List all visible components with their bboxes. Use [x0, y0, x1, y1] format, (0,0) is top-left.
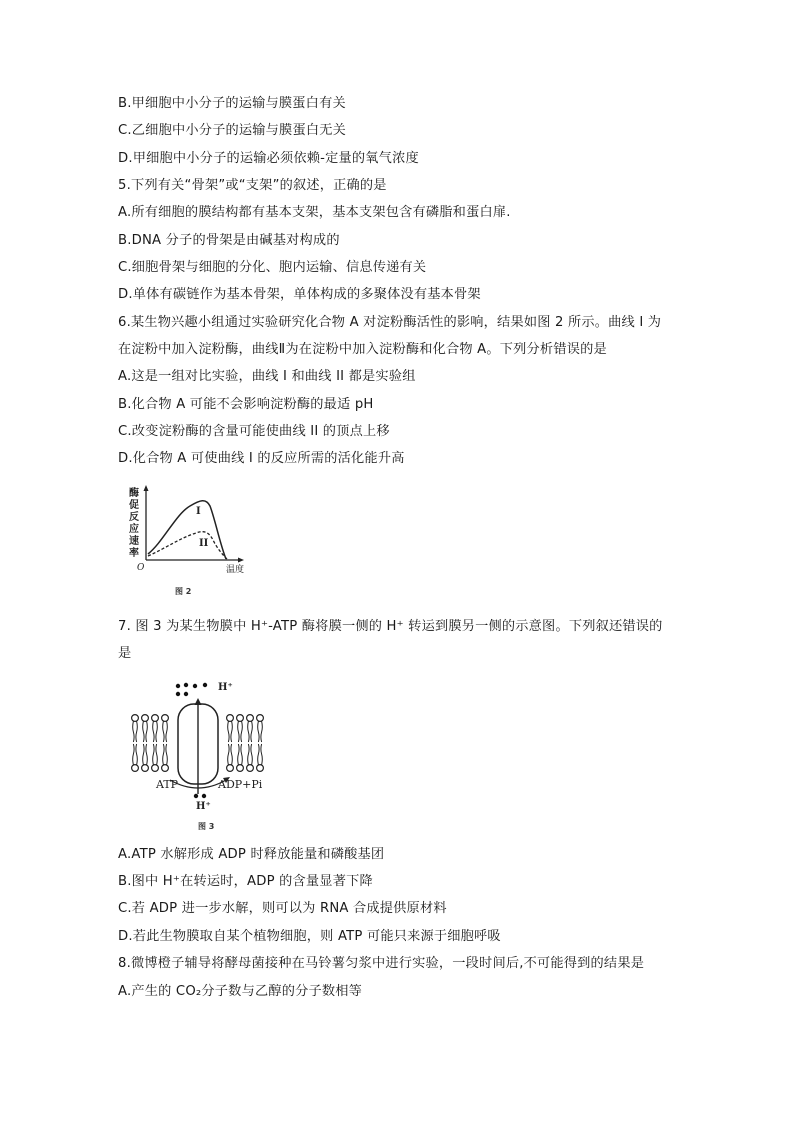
q5-option-c: C.细胞骨架与细胞的分化、胞内运输、信息传递有关 [118, 260, 427, 275]
figure-3 [118, 676, 278, 836]
q5-option-d: D.单体有碳链作为基本骨架，单体构成的多聚体没有基本骨架 [118, 287, 481, 302]
q7-option-c: C.若 ADP 进一步水解，则可以为 RNA 合成提供原材料 [118, 901, 447, 916]
fig2-ylabel-char-2: 反 [129, 512, 139, 523]
q8-option-a: A.产生的 CO₂分子数与乙醇的分子数相等 [118, 984, 363, 999]
q7-option-b: B.图中 H⁺在转运时，ADP 的含量显著下降 [118, 874, 373, 889]
q6-stem-line1: 6.某生物兴趣小组通过实验研究化合物 A 对淀粉酶活性的影响，结果如图 2 所示。曲线 I 为 [118, 315, 662, 330]
fig2-y-axis-arrow [144, 485, 149, 491]
figure-2-graph [118, 484, 258, 600]
fig3-top-dots [176, 683, 207, 696]
q8-stem: 8.微博橙子辅导将酵母菌接种在马铃薯匀浆中进行实验，一段时间后,不可能得到的结果是 [118, 956, 645, 971]
fig2-ylabel-char-4: 速 [129, 536, 139, 547]
q5-option-a: A.所有细胞的膜结构都有基本支架，基本支架包含有磷脂和蛋白扉. [118, 205, 511, 220]
q6-option-b: B.化合物 A 可能不会影响淀粉酶的最适 pH [118, 397, 374, 412]
q6-option-c: C.改变淀粉酶的含量可能使曲线 II 的顶点上移 [118, 424, 390, 439]
fig3-adp-label: ADP+Pi [218, 778, 263, 791]
fig3-bottom-dots [194, 794, 206, 798]
fig2-curve-I-label: I [196, 506, 201, 517]
fig2-ylabel-char-3: 应 [129, 524, 139, 535]
fig3-atp-label: ATP [156, 778, 179, 791]
fig2-caption: 图 2 [175, 587, 192, 596]
fig2-curve-II-label: II [199, 538, 209, 549]
fig2-ylabel-char-5: 率 [129, 548, 139, 559]
figure-3-diagram [118, 676, 278, 836]
q7-option-a: A.ATP 水解形成 ADP 时释放能量和磷酸基团 [118, 847, 385, 862]
fig3-caption: 图 3 [198, 822, 215, 831]
q6-option-a: A.这是一组对比实验，曲线 I 和曲线 II 都是实验组 [118, 369, 416, 384]
fig3-bilayer-right [227, 715, 264, 772]
fig2-ylabel-char-1: 促 [129, 500, 139, 511]
q7-option-d: D.若此生物膜取自某个植物细胞，则 ATP 可能只来源于细胞呼吸 [118, 929, 501, 944]
q4-option-b: B.甲细胞中小分子的运输与膜蛋白有关 [118, 96, 346, 111]
fig2-ylabel-char-0: 酶 [129, 488, 139, 499]
q7-stem-line2: 是 [118, 646, 132, 661]
q4-option-c: C.乙细胞中小分子的运输与膜蛋白无关 [118, 123, 346, 138]
figure-2 [118, 484, 258, 600]
fig2-x-label: 温度 [226, 565, 245, 575]
q5-option-b: B.DNA 分子的骨架是由碱基对构成的 [118, 233, 340, 248]
fig3-bottom-h-label: H⁺ [196, 801, 211, 812]
fig2-curve-II [148, 532, 227, 559]
q7-stem-line1: 7. 图 3 为某生物膜中 H⁺-ATP 酶将膜一侧的 H⁺ 转运到膜另一侧的示意图。下列叙还错误的 [118, 619, 663, 634]
fig3-transport-arrowhead [195, 698, 202, 705]
q6-option-d: D.化合物 A 可使曲线 I 的反应所需的活化能升高 [118, 451, 405, 466]
q4-option-d: D.甲细胞中小分子的运输必须依赖-定量的氧气浓度 [118, 151, 419, 166]
fig2-x-axis-arrow [238, 558, 244, 563]
fig2-origin-label: O [137, 563, 145, 573]
q6-stem-line2: 在淀粉中加入淀粉酶，曲线Ⅱ为在淀粉中加入淀粉酶和化合物 A。下列分析错误的是 [118, 342, 607, 357]
fig3-top-h-label: H⁺ [218, 682, 233, 693]
fig3-bilayer-left [132, 715, 169, 772]
q5-stem: 5.下列有关“骨架”或“支架”的叙述，正确的是 [118, 178, 387, 193]
